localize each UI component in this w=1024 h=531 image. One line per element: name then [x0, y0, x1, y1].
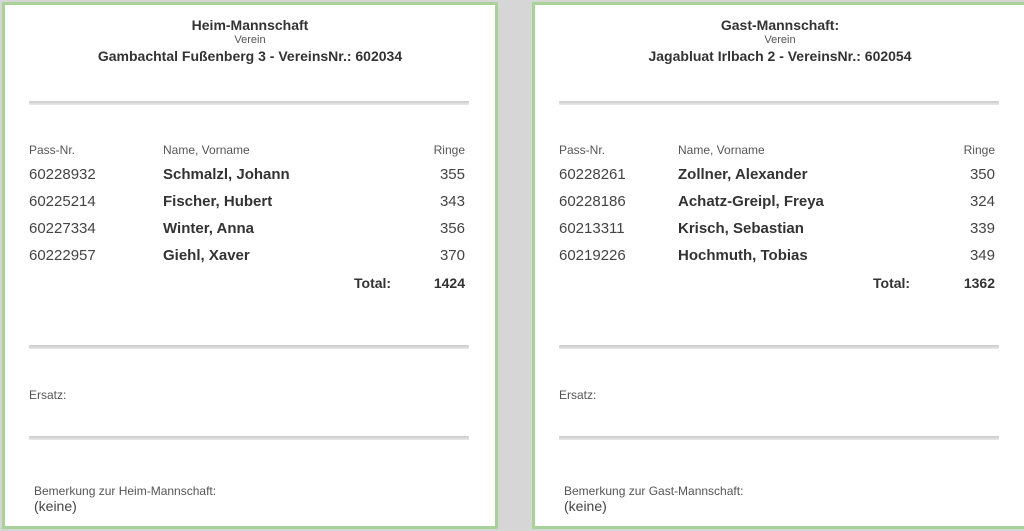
guest-club-name: Jagabluat Irlbach 2 - VereinsNr.: 602054: [648, 48, 912, 64]
player-rings: 324: [969, 193, 995, 210]
player-row: [535, 166, 1024, 188]
home-team-title: Heim-Mannschaft: [191, 17, 309, 33]
player-row: [5, 166, 495, 188]
pass-number: 60219226: [559, 247, 626, 264]
player-name: Schmalzl, Johann: [163, 166, 290, 183]
column-header-rings: Ringe: [433, 143, 465, 157]
player-rings: 339: [969, 220, 995, 237]
guest-club-label: Verein: [764, 34, 796, 46]
divider: [559, 345, 999, 349]
pass-number: 60227334: [29, 220, 96, 237]
guest-team-title: Gast-Mannschaft:: [720, 17, 840, 33]
player-row: [5, 247, 495, 269]
substitute-label: Ersatz:: [559, 388, 597, 402]
player-name: Hochmuth, Tobias: [678, 247, 808, 264]
column-header-name: Name, Vorname: [163, 143, 250, 157]
player-row: [5, 193, 495, 215]
player-rings: 370: [439, 247, 465, 264]
player-name: Giehl, Xaver: [163, 247, 250, 264]
guest-team-panel: [532, 2, 1024, 529]
player-rings: 356: [439, 220, 465, 237]
player-row: [535, 220, 1024, 242]
player-rings: 343: [439, 193, 465, 210]
total-label: Total:: [354, 275, 392, 291]
player-row: [5, 220, 495, 242]
player-name: Fischer, Hubert: [163, 193, 273, 210]
divider: [29, 345, 469, 349]
player-row: [535, 247, 1024, 269]
remark-label: Bemerkung zur Heim-Mannschaft:: [34, 484, 217, 498]
player-name: Krisch, Sebastian: [678, 220, 804, 237]
home-club-name: Gambachtal Fußenberg 3 - VereinsNr.: 602034: [97, 48, 403, 64]
column-header-pass: Pass-Nr.: [29, 143, 76, 157]
home-team-panel: [2, 2, 498, 529]
divider: [29, 436, 469, 440]
total-value: 1362: [963, 275, 995, 291]
column-header-name: Name, Vorname: [678, 143, 765, 157]
pass-number: 60228186: [559, 193, 626, 210]
divider: [29, 101, 469, 105]
player-name: Winter, Anna: [163, 220, 254, 237]
player-rings: 355: [439, 166, 465, 183]
player-rings: 349: [969, 247, 995, 264]
pass-number: 60225214: [29, 193, 96, 210]
remark-value: (keine): [34, 498, 77, 514]
player-name: Zollner, Alexander: [678, 166, 808, 183]
divider: [559, 101, 999, 105]
total-label: Total:: [873, 275, 911, 291]
remark-label: Bemerkung zur Gast-Mannschaft:: [564, 484, 744, 498]
pass-number: 60228932: [29, 166, 96, 183]
divider: [559, 436, 999, 440]
remark-value: (keine): [564, 498, 607, 514]
pass-number: 60222957: [29, 247, 96, 264]
column-header-pass: Pass-Nr.: [559, 143, 606, 157]
player-rings: 350: [969, 166, 995, 183]
player-row: [535, 193, 1024, 215]
total-value: 1424: [433, 275, 465, 291]
pass-number: 60228261: [559, 166, 626, 183]
home-club-label: Verein: [234, 34, 266, 46]
substitute-label: Ersatz:: [29, 388, 67, 402]
column-header-rings: Ringe: [963, 143, 995, 157]
pass-number: 60213311: [559, 220, 625, 237]
player-name: Achatz-Greipl, Freya: [678, 193, 824, 210]
